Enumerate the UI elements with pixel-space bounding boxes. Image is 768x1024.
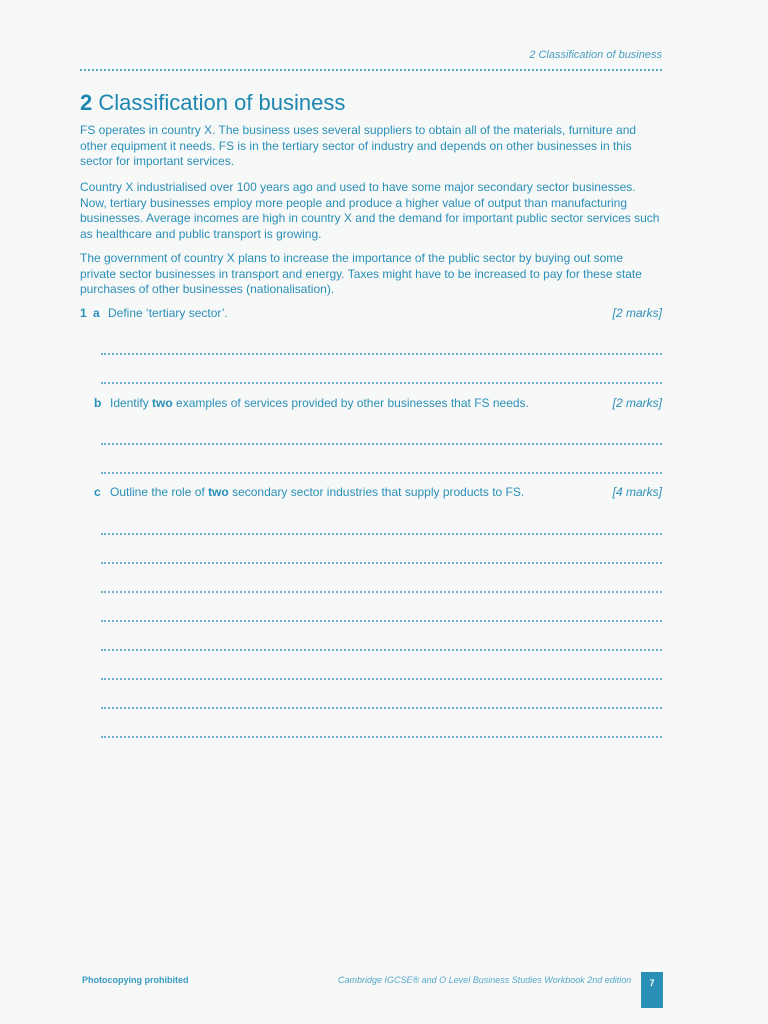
case-paragraph-1: FS operates in country X. The business uses several suppliers to obtain all of the materials, furniture and other equipment it needs. FS is in the tertiary sector of industry and depends on other businesses in this sector for important services. <box>80 123 637 168</box>
header-dotted-rule <box>80 69 662 71</box>
question-1c <box>80 485 662 501</box>
answer-line[interactable] <box>101 533 662 535</box>
marks-label: [2 marks] <box>612 396 662 410</box>
answer-line[interactable] <box>101 443 662 445</box>
chapter-title <box>80 90 345 116</box>
question-text: Define ‘tertiary sector’. <box>108 306 228 320</box>
answer-line[interactable] <box>101 382 662 384</box>
answer-line[interactable] <box>101 736 662 738</box>
question-number: 1 <box>80 306 87 320</box>
footer-book-title: Cambridge IGCSE® and O Level Business Studies Workbook 2nd edition <box>338 975 632 985</box>
answer-line[interactable] <box>101 707 662 709</box>
case-paragraph-3: The government of country X plans to increase the importance of the public sector by buying out some private sector businesses in transport and energy. Taxes might have to be increased to pay for these state purchases of other businesses (nationalisation). <box>80 251 642 296</box>
marks-label: [4 marks] <box>612 485 662 499</box>
chapter-number: 2 <box>80 90 93 115</box>
chapter-title-text: Classification of business <box>98 90 346 115</box>
footer-copyright-notice: Photocopying prohibited <box>82 975 189 985</box>
question-text: Outline the role of two secondary sector industries that supply products to FS. <box>110 485 525 499</box>
answer-line[interactable] <box>101 472 662 474</box>
page-number: 7 <box>641 972 663 1008</box>
question-part-label: b <box>94 396 102 410</box>
answer-line[interactable] <box>101 562 662 564</box>
running-header: 2 Classification of business <box>529 49 662 61</box>
question-1a <box>80 306 662 322</box>
answer-line[interactable] <box>101 620 662 622</box>
answer-line[interactable] <box>101 649 662 651</box>
question-1b <box>80 396 662 412</box>
question-text: Identify two examples of services provided by other businesses that FS needs. <box>110 396 529 410</box>
answer-line[interactable] <box>101 353 662 355</box>
marks-label: [2 marks] <box>612 306 662 320</box>
question-part-label: a <box>93 306 100 320</box>
question-part-label: c <box>94 485 101 499</box>
answer-line[interactable] <box>101 678 662 680</box>
answer-line[interactable] <box>101 591 662 593</box>
case-paragraph-2: Country X industrialised over 100 years ago and used to have some major secondary sector businesses. Now, tertiary businesses employ more people and produce a higher value of output than manufacturing businesses. Average incomes are high in country X and the demand for important public sector services such as healthcare and public transport is growing. <box>80 180 660 241</box>
